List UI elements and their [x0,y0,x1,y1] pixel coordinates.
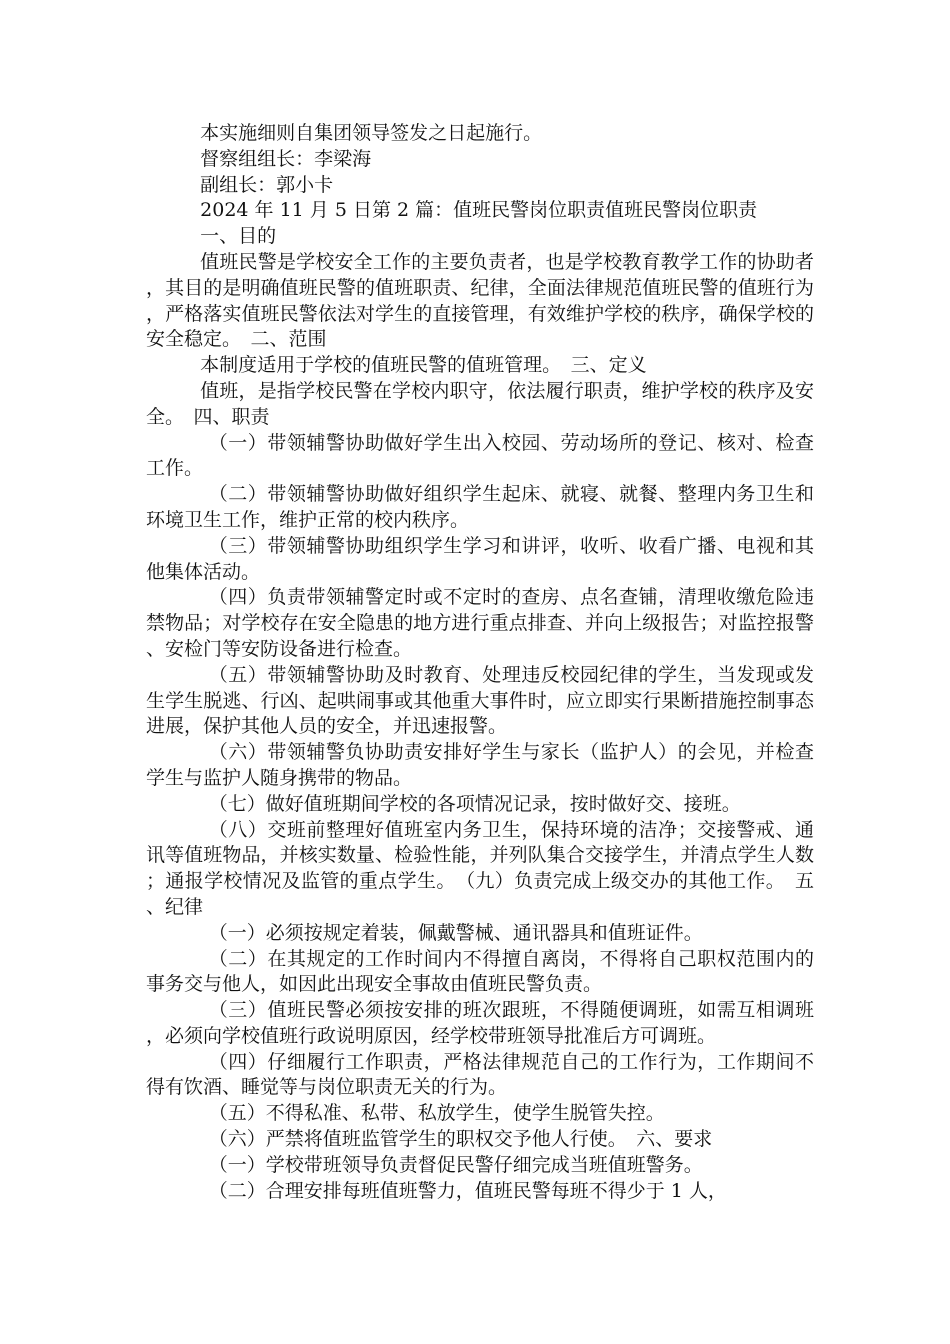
paragraph-duty-1: （一）带领辅警协助做好学生出入校园、劳动场所的登记、核对、检查工作。 [146,431,814,480]
paragraph-duty-4: （四）负责带领辅警定时或不定时的查房、点名查铺，清理收缴危险违禁物品；对学校存在安全隐患的地方进行重点排查、并向上级报告；对监控报警、安检门等安防设备进行检查。 [146,586,814,660]
paragraph-effective-date: 本实施细则自集团领导签发之日起施行。 [200,122,543,144]
paragraph-discipline-1: （一）必须按规定着装，佩戴警械、通讯器具和值班证件。 [208,921,703,944]
paragraph-requirement-1: （一）学校带班领导负责督促民警仔细完成当班值班警务。 [208,1153,703,1176]
paragraph-date-title: 2024 年 11 月 5 日第 2 篇：值班民警岗位职责值班民警岗位职责 [200,199,758,222]
paragraph-discipline-3: （三）值班民警必须按安排的班次跟班，不得随便调班，如需互相调班，必须向学校值班行政说明原因，经学校带班领导批准后方可调班。 [146,999,814,1047]
paragraph-duty-2: （二）带领辅警协助做好组织学生起床、就寝、就餐、整理内务卫生和环境卫生工作，维护正常的校内秩序。 [146,483,814,531]
paragraph-duty-5: （五）带领辅警协助及时教育、处理违反校园纪律的学生，当发现或发生学生脱逃、行凶、起哄闹事或其他重大事件时，应立即实行果断措施控制事态进展，保护其他人员的安全，并迅速报警。 [146,663,814,738]
paragraph-purpose: 值班民警是学校安全工作的主要负责者，也是学校教育教学工作的协助者，其目的是明确值班民警的值班职责、纪律，全面法律规范值班民警的值班行为，严格落实值班民警依法对学生的直接管理，有效维护学校的秩序，确保学校的安全稳定。 二、范围 [146,250,814,351]
paragraph-discipline-5: （五）不得私准、私带、私放学生，使学生脱管失控。 [208,1102,665,1125]
paragraph-requirement-2: （二）合理安排每班值班警力，值班民警每班不得少于 1 人， [208,1179,727,1202]
paragraph-discipline-6: （六）严禁将值班监管学生的职权交予他人行使。 六、要求 [208,1128,713,1151]
paragraph-discipline-2: （二）在其规定的工作时间内不得擅自离岗，不得将自己职权范围内的事务交与他人，如因此出现安全事故由值班民警负责。 [146,947,814,996]
paragraph-deputy-leader: 副组长：郭小卡 [200,173,334,196]
paragraph-duty-8: （八）交班前整理好值班室内务卫生，保持环境的洁净；交接警戒、通讯等值班物品，并核实数量、检验性能，并列队集合交接学生，并清点学生人数；通报学校情况及监管的重点学生。 （九）负责完成上级交办的其他工作。 五、纪律 [146,818,814,918]
paragraph-definition: 值班，是指学校民警在学校内职守，依法履行职责，维护学校的秩序及安全。 四、职责 [146,379,814,428]
heading-purpose: 一、目的 [200,225,277,248]
document-body [146,121,814,1204]
paragraph-team-leader: 督察组组长：李梁海 [200,147,372,170]
paragraph-duty-6: （六）带领辅警负协助责安排好学生与家长（监护人）的会见，并检查学生与监护人随身携带的物品。 [146,741,814,789]
paragraph-scope: 本制度适用于学校的值班民警的值班管理。 三、定义 [200,354,647,377]
paragraph-discipline-4: （四）仔细履行工作职责，严格法律规范自己的工作行为，工作期间不得有饮酒、睡觉等与岗位职责无关的行为。 [146,1050,814,1099]
paragraph-duty-3: （三）带领辅警协助组织学生学习和讲评，收听、收看广播、电视和其他集体活动。 [146,534,814,583]
paragraph-duty-7: （七）做好值班期间学校的各项情况记录，按时做好交、接班。 [208,792,741,815]
